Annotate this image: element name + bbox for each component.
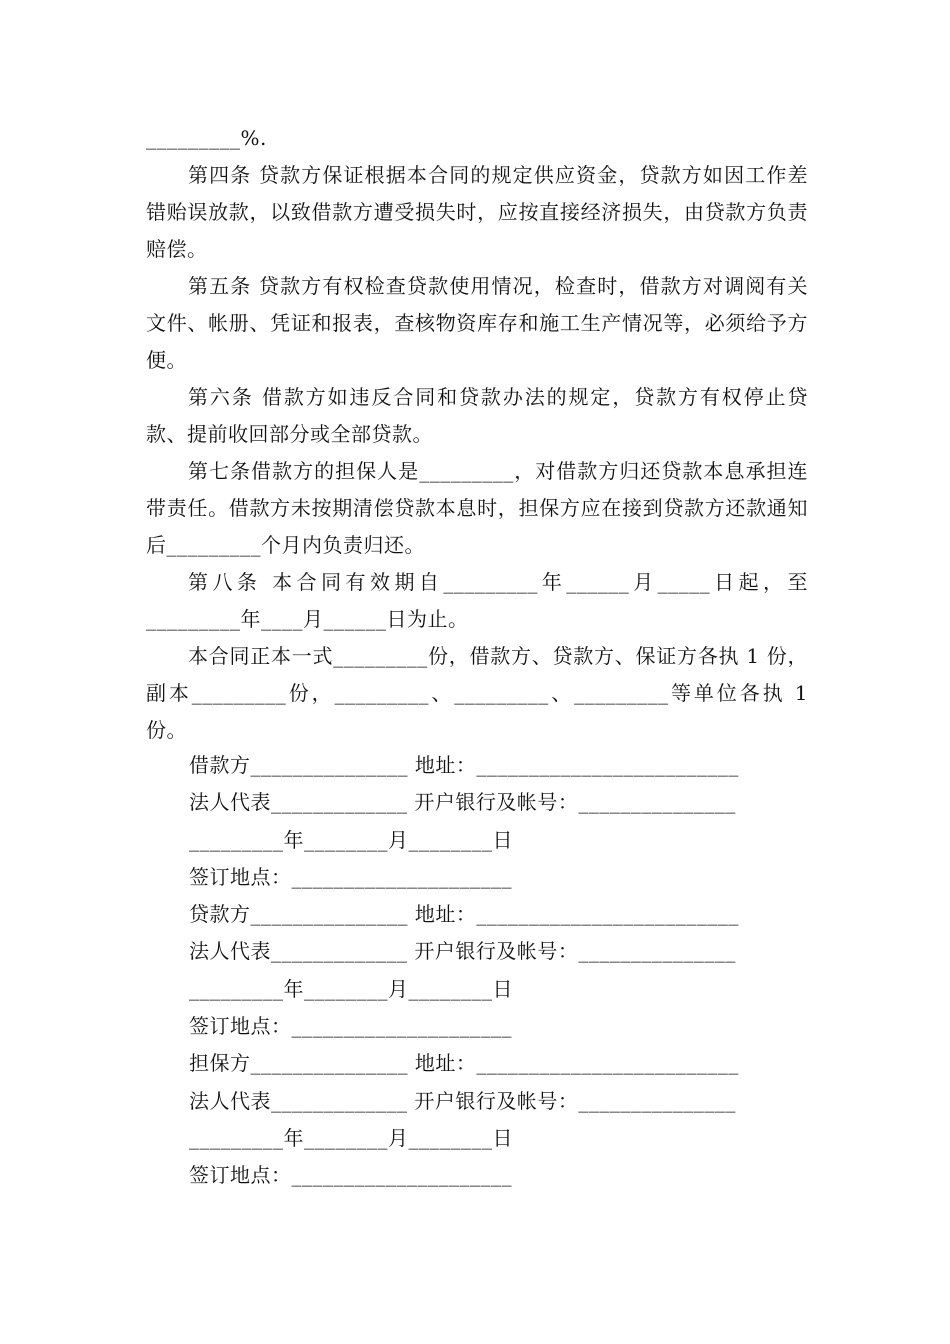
borrower-place-line: 签订地点：_____________________ (189, 864, 512, 889)
guarantor-party-line: 担保方_______________ 地址：_________________________ (189, 1051, 739, 1076)
borrower-date-line: _________年________月________日 (189, 827, 513, 852)
clause-5: 第五条 贷款方有权检查贷款使用情况，检查时，借款方对调阅有关文件、帐册、凭证和报表，查核物资库存和施工生产情况等，必须给予方便。 (146, 274, 808, 372)
guarantor-signature-block (189, 1045, 809, 1194)
clause-7: 第七条借款方的担保人是_________，对借款方归还贷款本息承担连带责任。借款方未按期清偿贷款本息时，担保方应在接到贷款方还款通知后_________个月内负责归还。 (146, 459, 808, 557)
borrower-signature-block (189, 747, 809, 896)
clause-4: 第四条 贷款方保证根据本合同的规定供应资金，贷款方如因工作差错贻误放款，以致借款方遭受损失时，应按直接经济损失，由贷款方负责赔偿。 (146, 163, 808, 261)
guarantor-place-line: 签订地点：_____________________ (189, 1163, 512, 1188)
contract-body (146, 120, 808, 749)
copies-clause: 本合同正本一式_________份，借款方、贷款方、保证方各执 1 份，副本_________份，_________、_________、_________等单位各执 1 份。 (146, 644, 808, 742)
guarantor-date-line: _________年________月________日 (189, 1125, 513, 1150)
lender-signature-block (189, 896, 809, 1045)
lender-date-line: _________年________月________日 (189, 976, 513, 1001)
lender-place-line: 签订地点：_____________________ (189, 1014, 512, 1039)
clause-6: 第六条 借款方如违反合同和贷款办法的规定，贷款方有权停止贷款、提前收回部分或全部贷款。 (146, 385, 808, 446)
borrower-rep-line: 法人代表_____________ 开户银行及帐号：_______________ (189, 790, 736, 815)
guarantor-rep-line: 法人代表_____________ 开户银行及帐号：_______________ (189, 1088, 736, 1113)
clause-8: 第八条 本合同有效期自_________年______月_____日起，至_________年____月______日为止。 (146, 570, 808, 631)
borrower-party-line: 借款方_______________ 地址：_________________________ (189, 753, 739, 777)
lender-rep-line: 法人代表_____________ 开户银行及帐号：_______________ (189, 939, 736, 964)
lender-party-line: 贷款方_______________ 地址：_________________________ (189, 902, 739, 927)
interest-rate-line: _________%. (146, 126, 267, 150)
signature-section (189, 747, 809, 1195)
